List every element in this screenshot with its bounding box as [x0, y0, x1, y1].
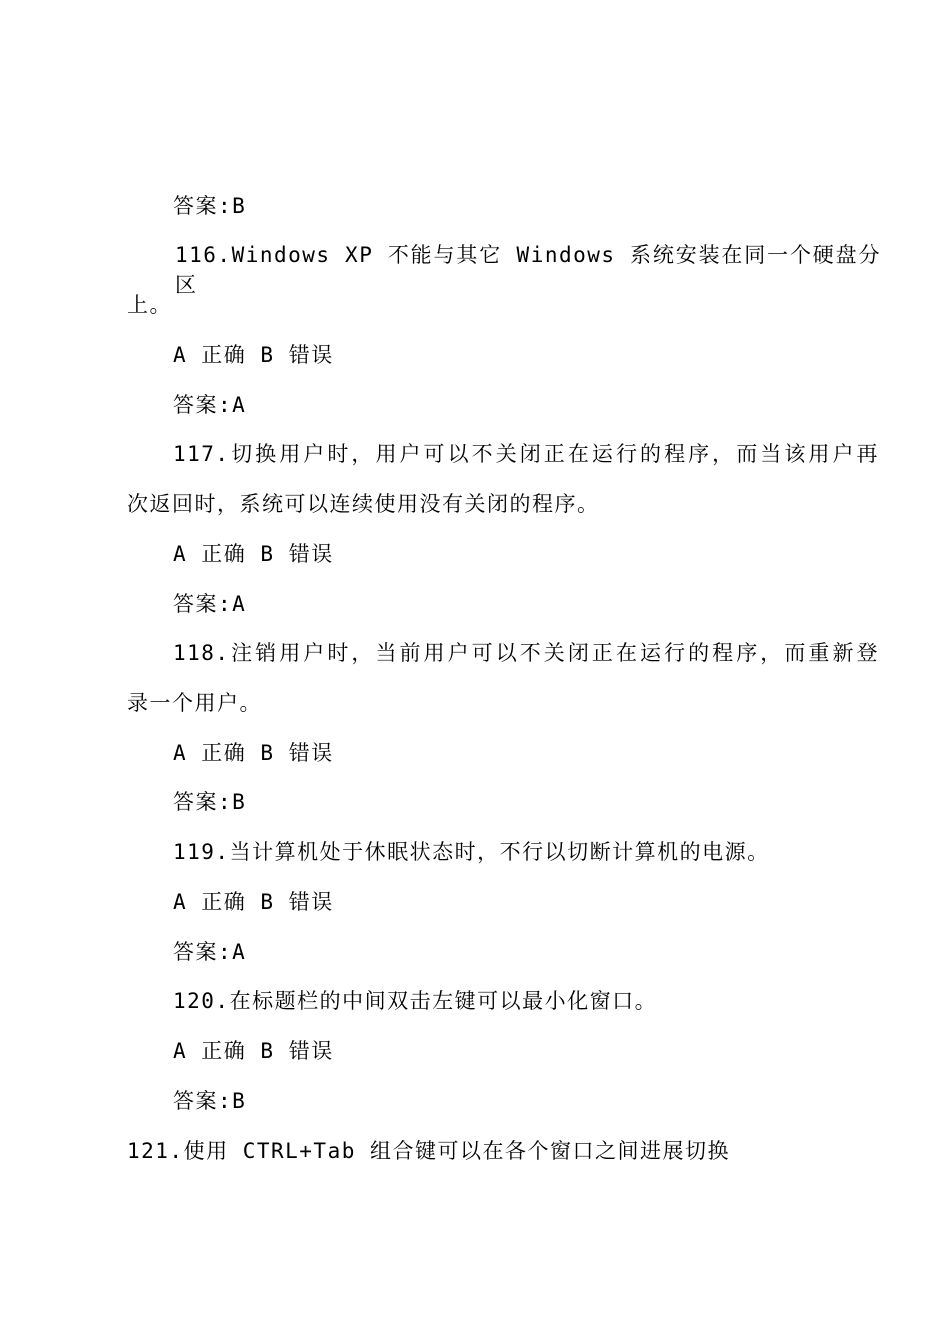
answer-line: 答案:A [173, 393, 247, 417]
question-line: 119.当计算机处于休眠状态时，不行以切断计算机的电源。 [173, 840, 770, 864]
answer-line: 答案:A [173, 940, 247, 964]
answer-line: 答案:B [173, 1089, 247, 1113]
question-line: 120.在标题栏的中间双击左键可以最小化窗口。 [173, 989, 658, 1013]
question-line: 上。 [127, 293, 172, 317]
options-line: A 正确 B 错误 [173, 741, 334, 765]
options-line: A 正确 B 错误 [173, 542, 334, 566]
question-line: 录一个用户。 [127, 691, 262, 715]
question-line: 116.Windows XP 不能与其它 Windows 系统安装在同一个硬盘分区 [175, 243, 881, 297]
question-line: 121.使用 CTRL+Tab 组合键可以在各个窗口之间进展切换 [127, 1139, 731, 1163]
question-line: 117.切换用户时，用户可以不关闭正在运行的程序，而当该用户再 [173, 442, 879, 466]
options-line: A 正确 B 错误 [173, 890, 334, 914]
options-line: A 正确 B 错误 [173, 343, 334, 367]
answer-line: 答案:B [173, 790, 247, 814]
answer-line: 答案:A [173, 592, 247, 616]
answer-line: 答案:B [173, 194, 247, 218]
question-line: 次返回时，系统可以连续使用没有关闭的程序。 [127, 492, 600, 516]
question-line: 118.注销用户时，当前用户可以不关闭正在运行的程序，而重新登 [173, 641, 879, 665]
options-line: A 正确 B 错误 [173, 1039, 334, 1063]
